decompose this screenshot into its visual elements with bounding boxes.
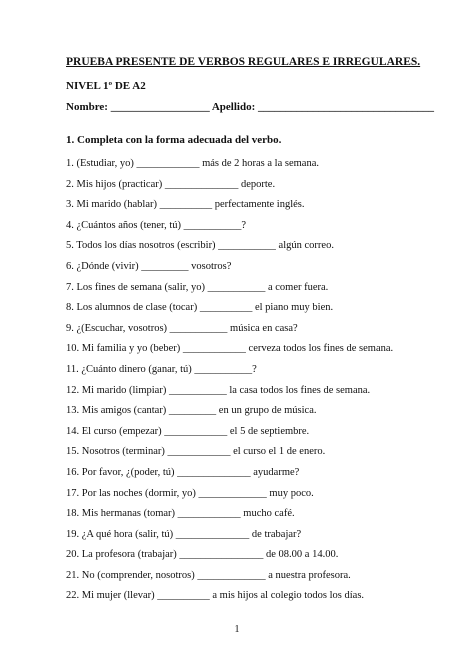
exercise-item-7: 7. Los fines de semana (salir, yo) ___________ a comer fuera. xyxy=(66,281,329,293)
exercise-item-9: 9. ¿(Escuchar, vosotros) ___________ música en casa? xyxy=(66,322,298,334)
exercise-item-14: 14. El curso (empezar) ____________ el 5 de septiembre. xyxy=(66,425,310,437)
exercise-list xyxy=(66,154,393,607)
name-surname-line: Nombre: __________________ Apellido: ________________________________ xyxy=(66,101,434,113)
exercise-item-19: 19. ¿A qué hora (salir, tú) ______________ de trabajar? xyxy=(66,528,302,540)
exercise-instruction: 1. Completa con la forma adecuada del verbo. xyxy=(66,134,282,146)
exercise-item-17: 17. Por las noches (dormir, yo) _____________ muy poco. xyxy=(66,487,314,499)
exercise-item-4: 4. ¿Cuántos años (tener, tú) ___________? xyxy=(66,219,247,231)
exercise-item-18: 18. Mis hermanas (tomar) ____________ mucho café. xyxy=(66,508,295,520)
level-heading: NIVEL 1º DE A2 xyxy=(66,80,146,92)
exercise-item-16: 16. Por favor, ¿(poder, tú) ______________ ayudarme? xyxy=(66,466,300,478)
exercise-item-8: 8. Los alumnos de clase (tocar) __________ el piano muy bien. xyxy=(66,302,334,314)
exercise-item-1: 1. (Estudiar, yo) ____________ más de 2 horas a la semana. xyxy=(66,158,319,169)
document-title: PRUEBA PRESENTE DE VERBOS REGULARES E IRREGULARES. xyxy=(66,56,421,68)
exercise-item-3: 3. Mi marido (hablar) __________ perfectamente inglés. xyxy=(66,199,305,211)
exercise-item-20: 20. La profesora (trabajar) ________________ de 08.00 a 14.00. xyxy=(66,549,339,561)
exercise-item-22: 22. Mi mujer (llevar) __________ a mis hijos al colegio todos los días. xyxy=(66,590,365,602)
exercise-item-11: 11. ¿Cuánto dinero (ganar, tú) ___________? xyxy=(66,363,257,375)
exercise-item-10: 10. Mi familia y yo (beber) ____________ cerveza todos los fines de semana. xyxy=(66,343,394,355)
exercise-item-21: 21. No (comprender, nosotros) _____________ a nuestra profesora. xyxy=(66,569,351,581)
exercise-item-15: 15. Nosotros (terminar) ____________ el curso el 1 de enero. xyxy=(66,446,326,458)
exercise-item-13: 13. Mis amigos (cantar) _________ en un grupo de música. xyxy=(66,405,317,417)
exercise-item-12: 12. Mi marido (limpiar) ___________ la casa todos los fines de semana. xyxy=(66,384,371,396)
exercise-item-6: 6. ¿Dónde (vivir) _________ vosotros? xyxy=(66,260,232,272)
exercise-item-5: 5. Todos los días nosotros (escribir) ___________ algún correo. xyxy=(66,240,334,252)
exercise-item-2: 2. Mis hijos (practicar) ______________ deporte. xyxy=(66,178,276,190)
page-number: 1 xyxy=(234,624,240,635)
